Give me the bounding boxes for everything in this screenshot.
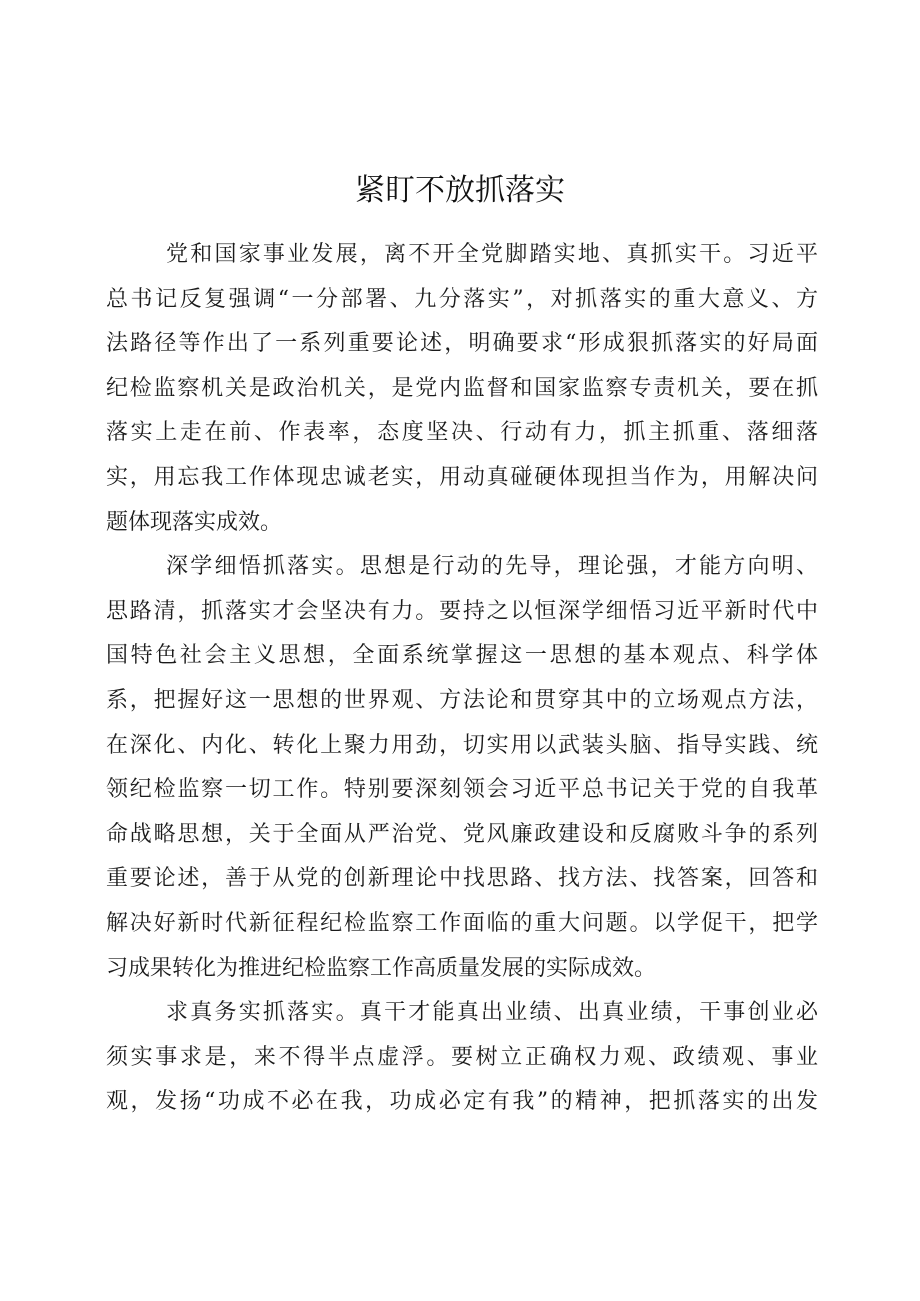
document-body: [106, 233, 818, 1125]
text-line: 求真务实抓落实。真干才能真出业绩、出真业绩，干事创业必: [166, 1000, 818, 1026]
text-line: 总书记反复强调“一分部署、九分落实”，对抓落实的重大意义、方: [106, 286, 818, 312]
paragraph-3: [106, 991, 818, 1125]
text-line: 思路清，抓落实才会坚决有力。要持之以恒深学细悟习近平新时代中: [106, 598, 818, 624]
text-line: 党和国家事业发展，离不开全党脚踏实地、真抓实干。习近平: [166, 242, 818, 267]
text-line: 纪检监察机关是政治机关，是党内监督和国家监察专责机关，要在抓: [106, 375, 818, 401]
text-line: 实，用忘我工作体现忠诚老实，用动真碰硬体现担当作为，用解决问: [106, 464, 818, 490]
text-line: 解决好新时代新征程纪检监察工作面临的重大问题。以学促干，把学: [106, 910, 818, 936]
text-line: 落实上走在前、作表率，态度坚决、行动有力，抓主抓重、落细落: [106, 420, 818, 446]
text-line: 深学细悟抓落实。思想是行动的先导，理论强，才能方向明、: [166, 554, 818, 580]
text-line: 重要论述，善于从党的创新理论中找思路、找方法、找答案，回答和: [106, 866, 818, 892]
text-line: 命战略思想，关于全面从严治党、党风廉政建设和反腐败斗争的系列: [106, 821, 818, 847]
paragraph-1: [106, 233, 818, 545]
document-title: 紧盯不放抓落实: [355, 173, 565, 208]
text-line: 须实事求是，来不得半点虚浮。要树立正确权力观、政绩观、事业: [106, 1044, 818, 1070]
text-line: 题体现落实成效。: [106, 509, 283, 535]
paragraph-2: [106, 545, 818, 991]
text-line: 国特色社会主义思想，全面系统掌握这一思想的基本观点、科学体: [106, 643, 818, 669]
text-line: 习成果转化为推进纪检监察工作高质量发展的实际成效。: [106, 955, 657, 981]
text-line: 观，发扬“功成不必在我，功成必定有我”的精神，把抓落实的出发: [106, 1089, 818, 1115]
text-line: 在深化、内化、转化上聚力用劲，切实用以武装头脑、指导实践、统: [106, 732, 818, 758]
text-line: 系，把握好这一思想的世界观、方法论和贯穿其中的立场观点方法，: [106, 687, 818, 713]
text-line: 法路径等作出了一系列重要论述，明确要求“形成狠抓落实的好局面: [106, 331, 818, 357]
text-line: 领纪检监察一切工作。特别要深刻领会习近平总书记关于党的自我革: [106, 777, 818, 803]
